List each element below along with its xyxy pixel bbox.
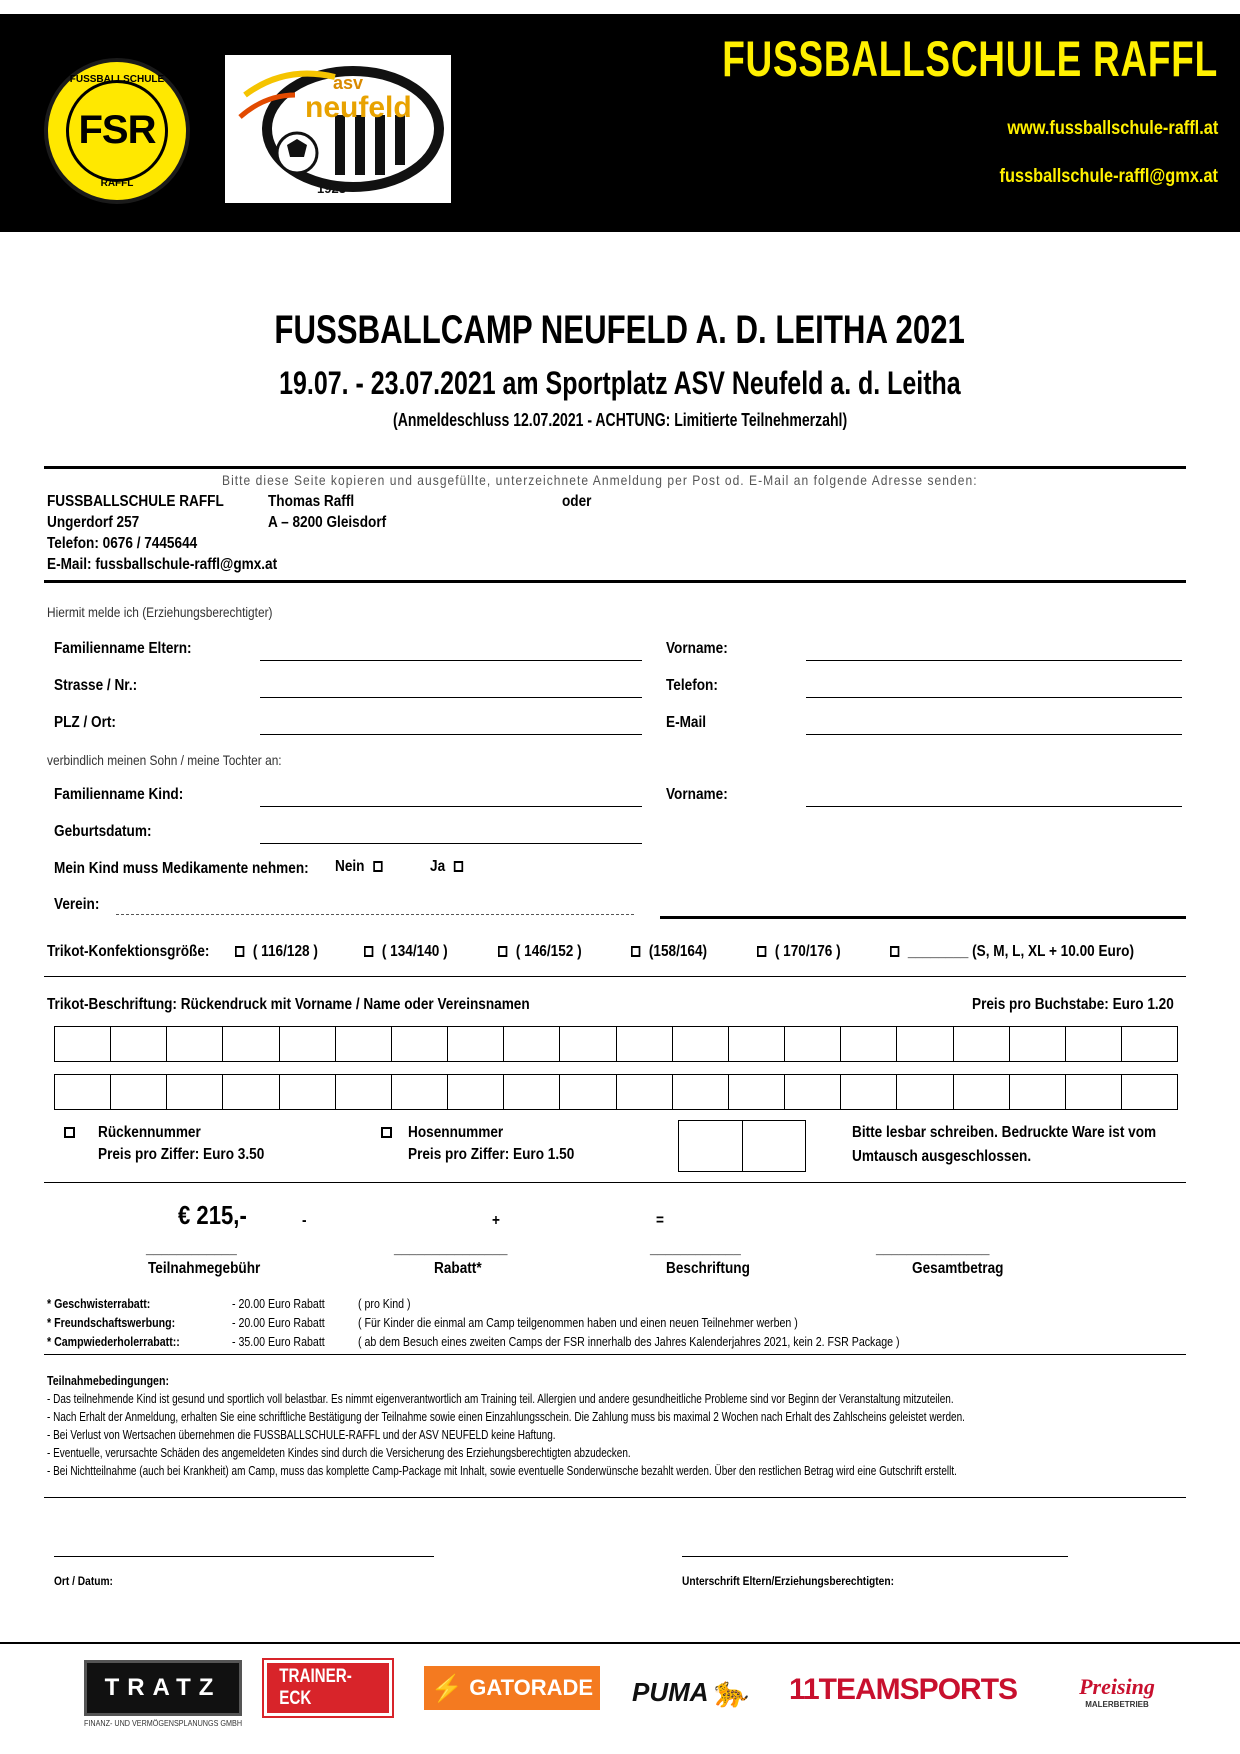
size-option-5[interactable]: ( 170/176 ) [757, 943, 841, 961]
teamsports-logo: 11TEAMSPORTS [788, 1673, 1018, 1706]
child-lastname-label: Familienname Kind: [54, 786, 184, 803]
size-checkbox-5[interactable] [757, 946, 766, 957]
place-date-label: Ort / Datum: [54, 1574, 113, 1588]
header-title: FUSSBALLSCHULE RAFFL [722, 31, 1218, 87]
total-label: Gesamtbetrag [912, 1260, 1004, 1277]
discount-note-1: ( pro Kind ) [358, 1297, 411, 1311]
form-intro: Hiermit melde ich (Erziehungsberechtigter) [47, 604, 273, 620]
child-intro: verbindlich meinen Sohn / meine Tochter an: [47, 752, 282, 768]
gatorade-logo: ⚡ GATORADE [424, 1666, 600, 1710]
lettering-rule [44, 1182, 1186, 1183]
child-firstname-field[interactable] [806, 806, 1182, 807]
fsr-logo [44, 58, 190, 204]
fsr-logo-bottom-text: RAFFL [100, 178, 134, 189]
asv-logo-top-text: asv [333, 73, 364, 93]
number-digit-boxes[interactable] [678, 1120, 806, 1172]
tratz-logo-subtitle: FINANZ- UND VERMÖGENSPLANUNGS GMBH [84, 1719, 243, 1728]
medication-label: Mein Kind muss Medikamente nehmen: [54, 860, 309, 877]
back-number-price: Preis pro Ziffer: Euro 3.50 [98, 1146, 265, 1163]
medication-no-option[interactable] [335, 858, 391, 876]
puma-logo: PUMA 🐆 [632, 1675, 748, 1709]
birthdate-label: Geburtsdatum: [54, 823, 152, 840]
condition-item-4: - Eventuelle, verursachte Schäden des angemeldeten Kindes sind durch die Versicherung des Erziehungsberechtigten abzudecken. [47, 1446, 631, 1460]
trainer-eck-logo: TRAINER-ECK [264, 1660, 392, 1716]
gatorade-bolt-icon: ⚡ [430, 1672, 464, 1703]
lettering-label: Trikot-Beschriftung: Rückendruck mit Vorname / Name oder Vereinsnamen [47, 996, 530, 1013]
zip-city-label: PLZ / Ort: [54, 714, 116, 731]
total-blank[interactable]: _______________ [876, 1240, 990, 1257]
condition-item-5: - Bei Nichtteilnahme (auch bei Krankheit) am Camp, muss das komplette Camp-Package mit Inhalt, sowie eventuelle Sonderwünsche bezahlt werden. Über den restlichen Betrag wird eine Gutschrift erstellt. [47, 1464, 957, 1478]
place-date-field[interactable] [54, 1556, 434, 1557]
discount-blank[interactable]: _______________ [394, 1240, 508, 1257]
address-or: oder [562, 493, 592, 510]
discount-amount-2: - 20.00 Euro Rabatt [232, 1316, 325, 1330]
header-website-link[interactable]: www.fussballschule-raffl.at [1007, 118, 1218, 139]
size-option-4[interactable]: (158/164) [631, 943, 707, 961]
fee-value: € 215,- [178, 1200, 247, 1230]
asv-logo-year: 1923 [317, 181, 346, 196]
fee-label: Teilnahmegebühr [148, 1260, 261, 1277]
shorts-number-checkbox[interactable] [381, 1127, 392, 1138]
discount-amount-1: - 20.00 Euro Rabatt [232, 1297, 325, 1311]
discount-name-3: * Campwiederholerrabatt:: [47, 1335, 180, 1349]
condition-item-2: - Nach Erhalt der Anmeldung, erhalten Sie eine schriftliche Bestätigung der Teilnahme sowie einen Einzahlungsschein. Die Zahlung muss bis maximal 2 Wochen nach Erhalt des Zahlscheins geleistet werden. [47, 1410, 965, 1424]
size-checkbox-1[interactable] [235, 946, 244, 957]
fsr-logo-center-text: FSR [78, 108, 156, 152]
size-option-custom[interactable]: ________ (S, M, L, XL + 10.00 Euro) [890, 943, 1134, 961]
back-number-checkbox[interactable] [64, 1127, 75, 1138]
phone-label: Telefon: [666, 677, 718, 694]
club-field[interactable] [116, 914, 634, 915]
shorts-number-price: Preis pro Ziffer: Euro 1.50 [408, 1146, 575, 1163]
lettering-grid-row-1[interactable] [54, 1026, 1178, 1062]
discount-note-2: ( Für Kinder die einmal am Camp teilgenommen haben und einen neuen Teilnehmer werben ) [358, 1316, 798, 1330]
address-org: FUSSBALLSCHULE RAFFL [47, 493, 224, 510]
signature-label: Unterschrift Eltern/Erziehungsberechtigten: [682, 1574, 894, 1588]
size-checkbox-3[interactable] [498, 946, 507, 957]
lettering-cost-label: Beschriftung [666, 1260, 750, 1277]
club-rule-right [660, 916, 1186, 919]
street-field[interactable] [260, 697, 642, 698]
medication-no-label: Nein [335, 858, 365, 875]
lettering-note-1: Bitte lesbar schreiben. Bedruckte Ware ist vom [852, 1124, 1157, 1141]
address-email[interactable]: E-Mail: fussballschule-raffl@gmx.at [47, 556, 278, 573]
phone-field[interactable] [806, 697, 1182, 698]
address-bottom-rule [44, 580, 1186, 583]
zip-city-field[interactable] [260, 734, 642, 735]
equals-sign: = [656, 1212, 664, 1229]
size-option-3[interactable]: ( 146/152 ) [498, 943, 582, 961]
discount-note-3: ( ab dem Besuch eines zweiten Camps der FSR innerhalb des Jahres Kalenderjahres 2021, kein 2. FSR Package ) [358, 1335, 900, 1349]
header-email-link[interactable]: fussballschule-raffl@gmx.at [999, 166, 1218, 187]
size-option-2[interactable]: ( 134/140 ) [364, 943, 448, 961]
tratz-logo: TRATZ [84, 1660, 242, 1716]
camp-dates: 19.07. - 23.07.2021 am Sportplatz ASV Neufeld a. d. Leitha [279, 365, 961, 401]
email-label: E-Mail [666, 714, 707, 731]
puma-cat-icon: 🐆 [710, 1675, 748, 1709]
condition-item-3: - Bei Verlust von Wertsachen übernehmen die FUSSBALLSCHULE-RAFFL und der ASV NEUFELD keine Haftung. [47, 1428, 556, 1442]
lettering-grid-row-2[interactable] [54, 1074, 1178, 1110]
medication-yes-option[interactable] [430, 858, 472, 876]
child-firstname-label: Vorname: [666, 786, 728, 803]
parent-firstname-label: Vorname: [666, 640, 728, 657]
parent-lastname-field[interactable] [260, 660, 642, 661]
birthdate-field[interactable] [260, 843, 642, 844]
registration-deadline: (Anmeldeschluss 12.07.2021 - ACHTUNG: Limitierte Teilnehmerzahl) [392, 410, 848, 430]
shorts-number-label: Hosennummer [408, 1124, 504, 1141]
medication-yes-label: Ja [430, 858, 446, 875]
discounts-rule [44, 1354, 1186, 1355]
fsr-logo-top-text: FUSSBALLSCHULE [69, 74, 165, 85]
sizes-rule [44, 976, 1186, 977]
discount-label: Rabatt* [434, 1260, 482, 1277]
lettering-note-2: Umtausch ausgeschlossen. [852, 1148, 1032, 1165]
size-label: Trikot-Konfektionsgröße: [47, 943, 210, 960]
camp-title: FUSSBALLCAMP NEUFELD A. D. LEITHA 2021 [274, 308, 966, 352]
parent-lastname-label: Familienname Eltern: [54, 640, 192, 657]
plus-sign: + [492, 1212, 500, 1229]
size-option-1[interactable]: ( 116/128 ) [235, 943, 318, 961]
address-city: A – 8200 Gleisdorf [268, 514, 387, 531]
size-checkbox-4[interactable] [631, 946, 640, 957]
discount-name-2: * Freundschaftswerbung: [47, 1316, 176, 1330]
preising-logo: Preising MALERBETRIEB [1079, 1673, 1155, 1709]
child-lastname-field[interactable] [260, 806, 642, 807]
back-number-label: Rückennummer [98, 1124, 201, 1141]
asv-neufeld-logo [225, 55, 451, 203]
signature-field[interactable] [682, 1556, 1068, 1557]
lettering-price: Preis pro Buchstabe: Euro 1.20 [972, 996, 1174, 1013]
discount-name-1: * Geschwisterrabatt: [47, 1297, 151, 1311]
conditions-title: Teilnahmebedingungen: [47, 1374, 170, 1388]
address-phone: Telefon: 0676 / 7445644 [47, 535, 198, 552]
address-street: Ungerdorf 257 [47, 514, 140, 531]
address-top-rule [44, 466, 1186, 469]
email-field[interactable] [806, 734, 1182, 735]
address-person: Thomas Raffl [268, 493, 355, 510]
minus-sign: - [302, 1212, 307, 1229]
medication-no-checkbox[interactable] [373, 861, 382, 872]
parent-firstname-field[interactable] [806, 660, 1182, 661]
club-label: Verein: [54, 896, 100, 913]
address-instruction: Bitte diese Seite kopieren und ausgefüllte, unterzeichnete Anmeldung per Post od. E-Mail an folgende Adresse senden: [222, 472, 978, 488]
conditions-rule [44, 1497, 1186, 1498]
asv-logo-name: neufeld [305, 91, 412, 124]
fee-blank: ____________ [146, 1240, 237, 1257]
discount-amount-3: - 35.00 Euro Rabatt [232, 1335, 325, 1349]
condition-item-1: - Das teilnehmende Kind ist gesund und sportlich voll belastbar. Es nimmt eigenverantwortlich am Training teil. Allergien und andere gesundheitliche Probleme sind vor Beginn der Veranstaltung mitzuteilen. [47, 1392, 954, 1406]
street-label: Strasse / Nr.: [54, 677, 138, 694]
size-checkbox-custom[interactable] [890, 946, 899, 957]
lettering-cost-blank[interactable]: ____________ [650, 1240, 741, 1257]
size-checkbox-2[interactable] [364, 946, 373, 957]
medication-yes-checkbox[interactable] [454, 861, 463, 872]
